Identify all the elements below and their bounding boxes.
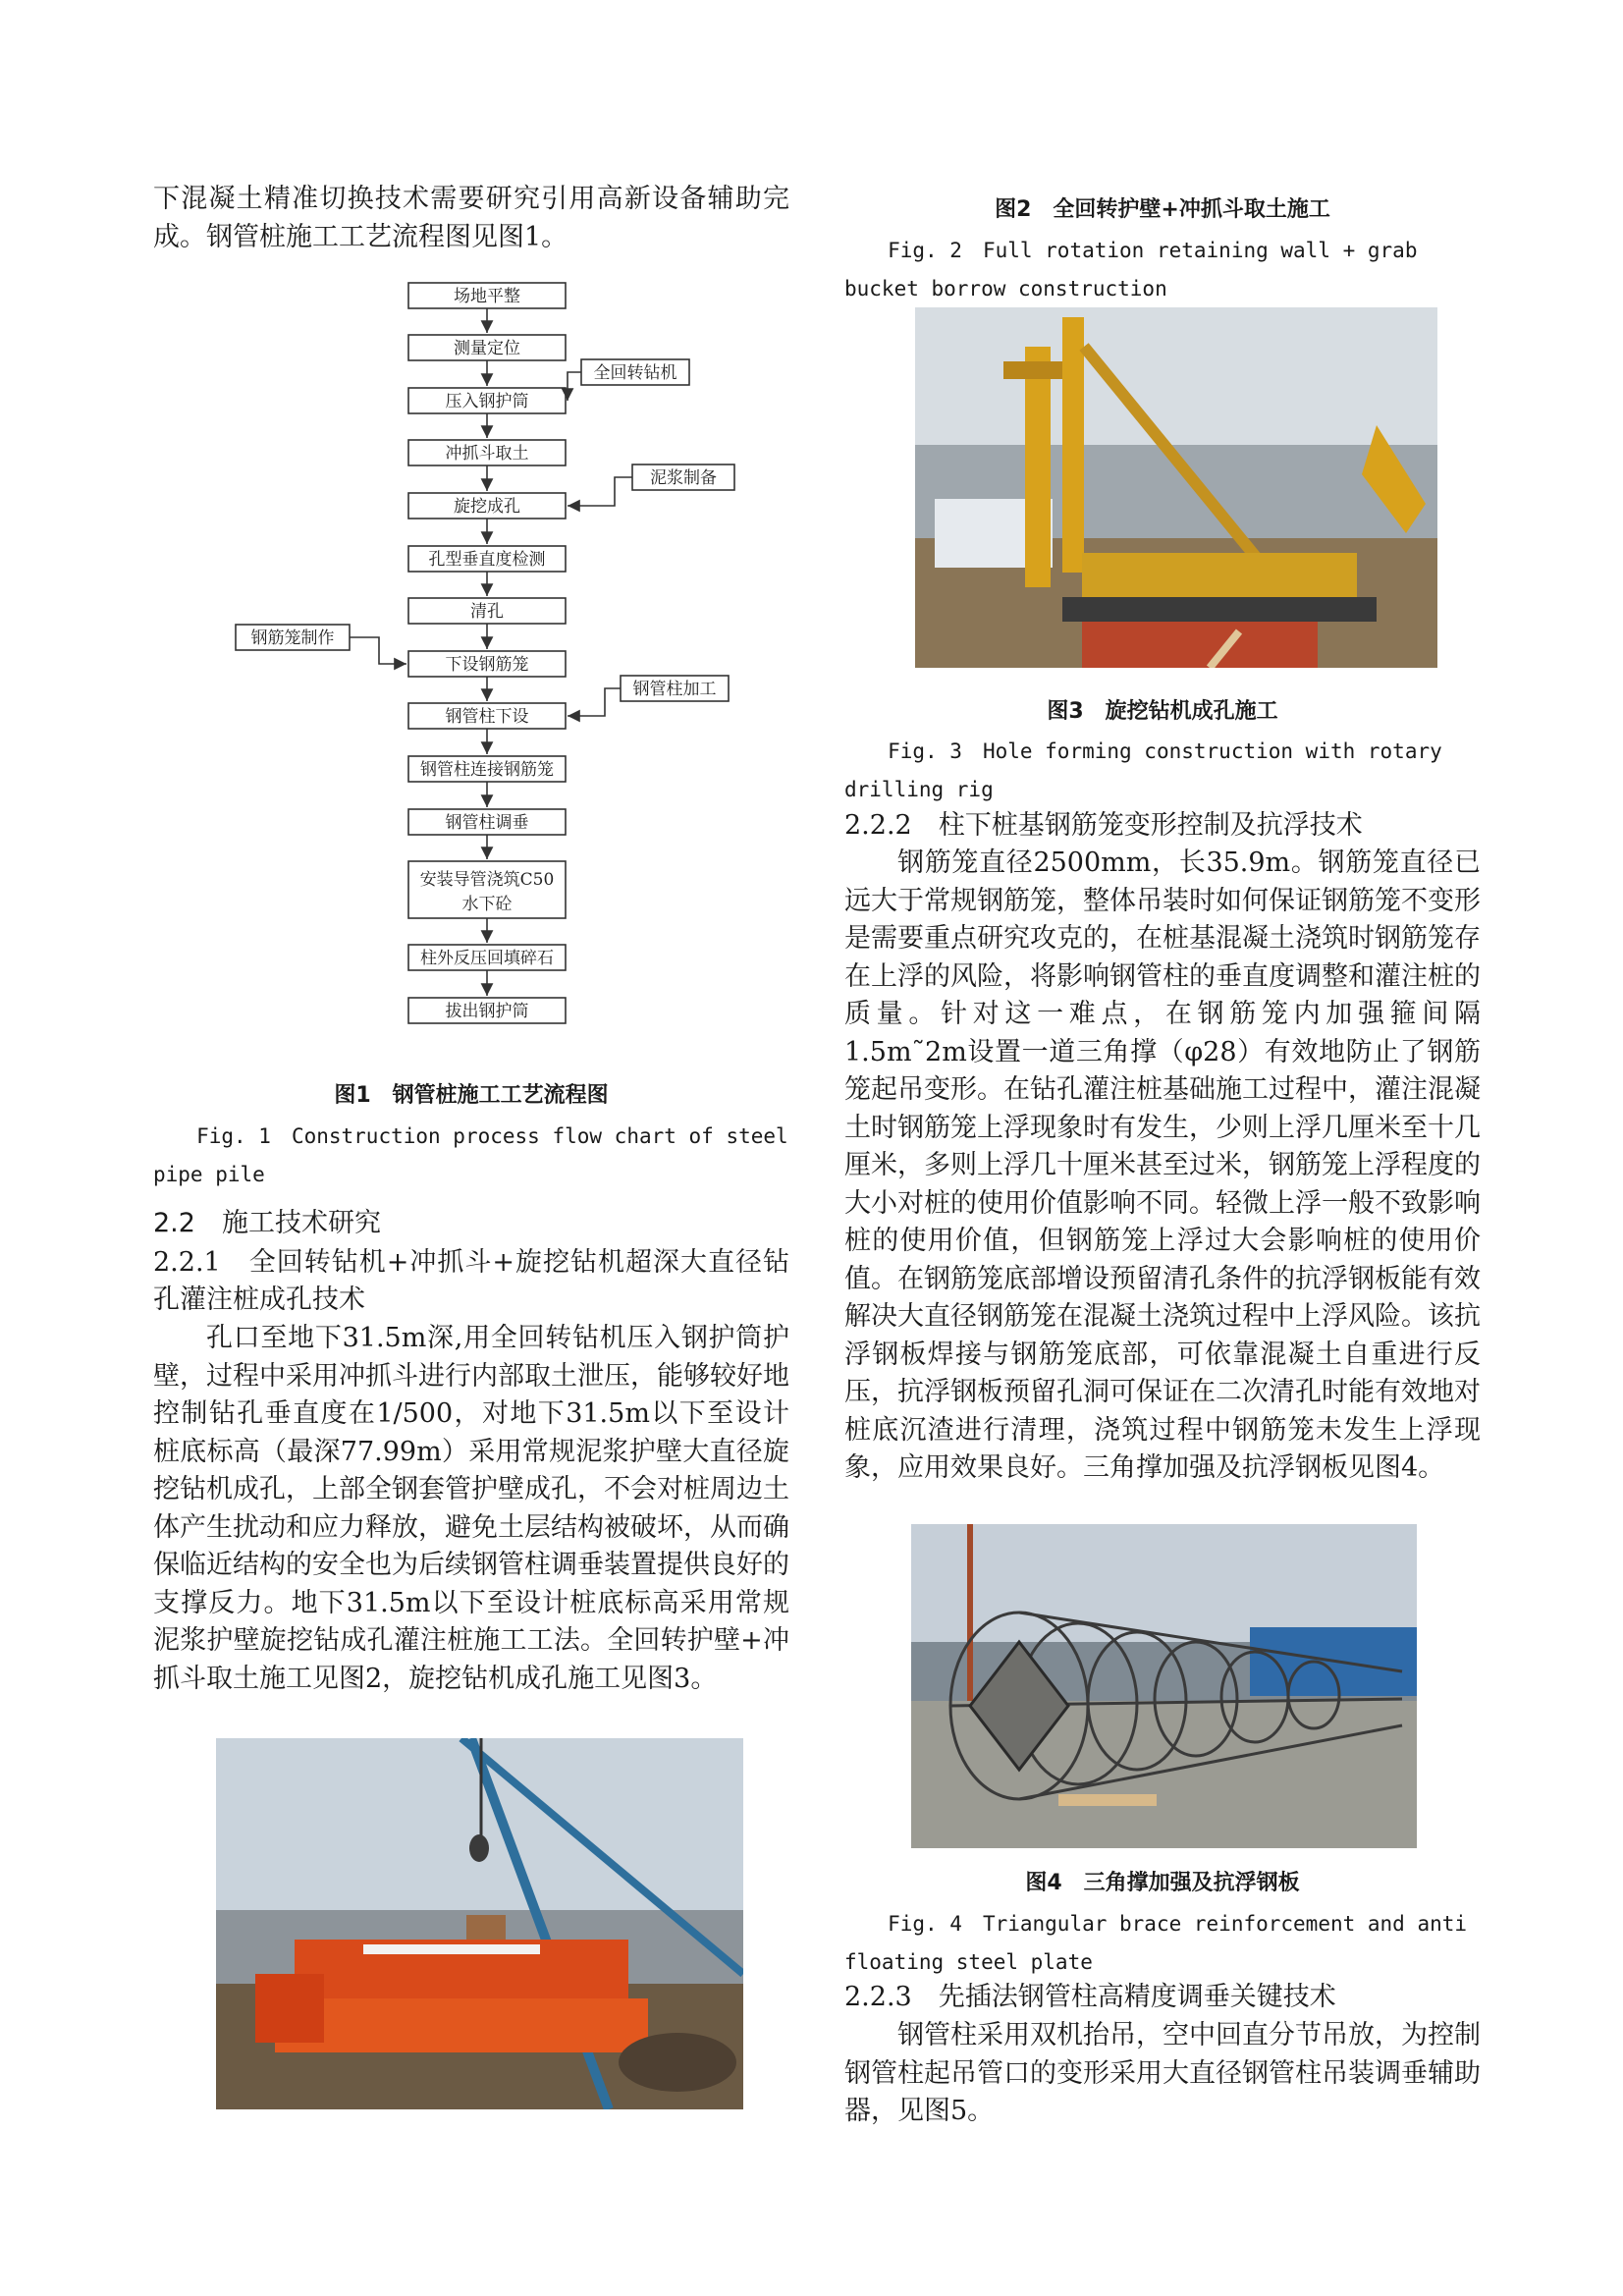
flow-text-10: 钢管柱连接钢筋笼	[420, 760, 554, 780]
figure-4-caption-en: Fig. 4 Triangular brace reinforcement and anti floating steel plate	[844, 1912, 1468, 1974]
figure-2-caption-en: Fig. 2 Full rotation retaining wall + grab bucket borrow construction	[844, 239, 1418, 301]
flow-text-5: 旋挖成孔	[454, 497, 520, 517]
left-paragraph-1: 下混凝土精准切换技术需要研究引用高新设备辅助完成。钢管桩施工工艺流程图见图1。	[153, 184, 789, 252]
figure-4-caption-cn: 图4 三角撑加强及抗浮钢板	[1025, 1871, 1300, 1895]
flow-text-6: 孔型垂直度检测	[428, 550, 546, 570]
flow-text-1: 场地平整	[454, 287, 520, 306]
flow-text-13: 柱外反压回填碎石	[420, 949, 554, 968]
flow-text-12b: 水下砼	[461, 895, 513, 914]
figure-3-caption-cn: 图3 旋挖钻机成孔施工	[1047, 699, 1278, 724]
subsection-heading-2-2-1: 2.2.1 全回转钻机+冲抓斗+旋挖钻机超深大直径钻孔灌注桩成孔技术	[153, 1247, 789, 1315]
flow-side-text-1: 全回转钻机	[593, 363, 677, 383]
flow-side-text-2: 泥浆制备	[650, 468, 717, 488]
figure-4-photo	[911, 1524, 1417, 1848]
flow-text-8: 下设钢筋笼	[445, 655, 529, 675]
flow-side-text-3: 钢筋笼制作	[250, 629, 335, 648]
flow-text-12a: 安装导管浇筑C50	[419, 870, 555, 890]
flow-text-2: 测量定位	[454, 339, 520, 358]
right-paragraph-4: 钢管柱采用双机抬吊，空中回直分节吊放，为控制钢管柱起吊管口的变形采用大直径钢管柱吊装调垂辅助器，见图5。	[844, 2020, 1481, 2126]
flow-text-11: 钢管柱调垂	[445, 813, 529, 833]
figure-1-caption-cn: 图1 钢管桩施工工艺流程图	[334, 1083, 609, 1108]
flow-text-9: 钢管柱下设	[445, 707, 529, 727]
flow-text-3: 压入钢护筒	[445, 392, 529, 411]
figure-1-caption-en: Fig. 1 Construction process flow chart of steel pipe pile	[153, 1124, 788, 1186]
figure-3-photo	[915, 307, 1437, 668]
flow-text-4: 冲抓斗取土	[445, 444, 529, 464]
section-heading-2-2: 2.2 施工技术研究	[153, 1208, 381, 1238]
flow-text-7: 清孔	[470, 602, 504, 622]
left-paragraph-2: 孔口至地下31.5m深,用全回转钻机压入钢护筒护壁，过程中采用冲抓斗进行内部取土泄压，能够较好地控制钻孔垂直度在1/500，对地下31.5m以下至设计桩底标高（最深77.99m）采用常规泥浆护壁大直径旋挖钻机成孔，上部全钢套管护壁成孔，不会对桩周边土体产生扰动和应力释放，避免土层结构被破坏，从而确保临近结构的安全也为后续钢管柱调垂装置提供良好的支撑反力。地下31.5m以下至设计桩底标高采用常规泥浆护壁旋挖钻成孔灌注桩施工工法。全回转护壁+冲抓斗取土施工见图2，旋挖钻机成孔施工见图3。	[153, 1323, 789, 1694]
flow-text-14: 拔出钢护筒	[445, 1002, 529, 1021]
figure-2-photo	[216, 1738, 743, 2109]
figure-2-caption-cn: 图2 全回转护壁+冲抓斗取土施工	[995, 197, 1330, 222]
subsection-heading-2-2-3: 2.2.3 先插法钢管柱高精度调垂关键技术	[844, 1982, 1336, 2012]
right-paragraph-3: 钢筋笼直径2500mm，长35.9m。钢筋笼直径已远大于常规钢筋笼，整体吊装时如何保证钢筋笼不变形是需要重点研究攻克的，在桩基混凝土浇筑时钢筋笼存在上浮的风险，将影响钢管柱的垂直度调整和灌注桩的质量。针对这一难点，在钢筋笼内加强箍间隔1.5m˜2m设置一道三角撑（φ28）有效地防止了钢筋笼起吊变形。在钻孔灌注桩基础施工过程中，灌注混凝土时钢筋笼上浮现象时有发生，少则上浮几厘米至十几厘米，多则上浮几十厘米甚至过米，钢筋笼上浮程度的大小对桩的使用价值影响不同。轻微上浮一般不致影响桩的使用价值，但钢筋笼上浮过大会影响桩的使用价值。在钢筋笼底部增设预留清孔条件的抗浮钢板能有效解决大直径钢筋笼在混凝土浇筑过程中上浮风险。该抗浮钢板焊接与钢筋笼底部，可依靠混凝土自重进行反压，抗浮钢板预留孔洞可保证在二次清孔时能有效地对桩底沉渣进行清理，浇筑过程中钢筋笼未发生上浮现象，应用效果良好。三角撑加强及抗浮钢板见图4。	[844, 847, 1481, 1483]
flowchart-figure-1	[232, 277, 742, 1038]
subsection-heading-2-2-2: 2.2.2 柱下桩基钢筋笼变形控制及抗浮技术	[844, 810, 1363, 841]
figure-3-caption-en: Fig. 3 Hole forming construction with rotary drilling rig	[844, 739, 1442, 801]
flow-side-text-4: 钢管柱加工	[632, 680, 717, 699]
